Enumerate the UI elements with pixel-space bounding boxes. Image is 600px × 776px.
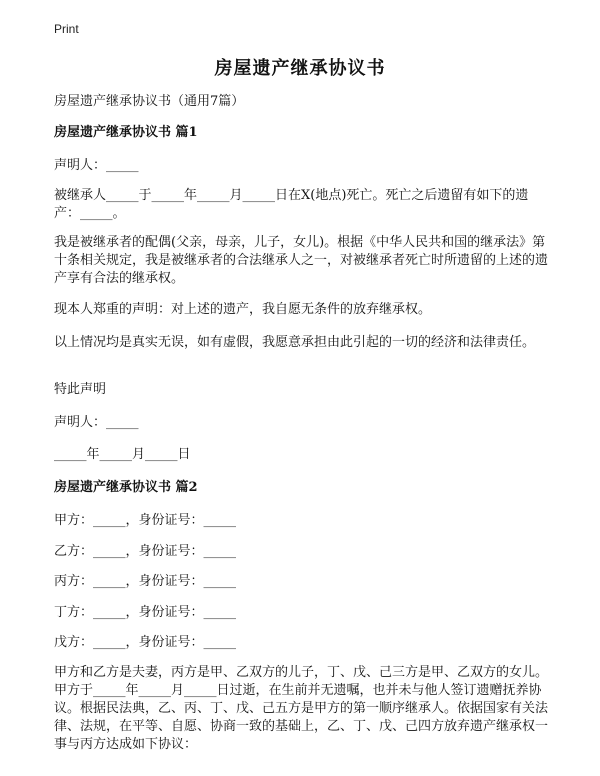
party-line-jia: 甲方：_____，身份证号：_____ bbox=[54, 513, 237, 528]
party-line-wu: 戊方：_____，身份证号：_____ bbox=[54, 635, 237, 650]
section1-closing: 特此声明 bbox=[54, 382, 107, 397]
section1-date: _____年_____月_____日 bbox=[54, 447, 191, 462]
section1-declarant: 声明人：_____ bbox=[54, 158, 139, 173]
party-line-bing: 丙方：_____，身份证号：_____ bbox=[54, 574, 237, 589]
section1-signature: 声明人：_____ bbox=[54, 415, 139, 430]
section1-statement: 现本人郑重的声明：对上述的遗产，我自愿无条件的放弃继承权。 bbox=[54, 302, 432, 317]
party-line-ding: 丁方：_____，身份证号：_____ bbox=[54, 605, 237, 620]
section1-relation: 我是被继承者的配偶(父亲，母亲，儿子，女儿)。根据《中华人民共和国的继承法》第十条相关规定，我是被继承者的合法继承人之一，对被继承者死亡时所遗留的上述的遗产享有合法的继承权。 bbox=[54, 235, 549, 286]
section2-body: 甲方和乙方是夫妻，丙方是甲、乙双方的儿子，丁、戊、己三方是甲、乙双方的女儿。甲方于_____年_____月_____日过逝，在生前并无遗嘱，也并未与他人签订遗赠抚养协议。根据民法典，乙、丙、丁、戊、己五方是甲方的第一顺序继承人。依据国家有关法律、法规，在平等、自愿、协商一致的基础上，乙、丁、戊、己四方放弃遗产继承权一事与丙方达成如下协议： bbox=[54, 665, 549, 752]
section1-truth: 以上情况均是真实无误，如有虚假，我愿意承担由此引起的一切的经济和法律责任。 bbox=[54, 335, 536, 350]
section1-heading: 房屋遗产继承协议书 篇1 bbox=[54, 125, 198, 140]
document-subtitle: 房屋遗产继承协议书（通用7篇） bbox=[54, 94, 245, 109]
party-line-yi: 乙方：_____，身份证号：_____ bbox=[54, 544, 237, 559]
page-title: 房屋遗产继承协议书 bbox=[214, 58, 386, 79]
section1-deceased: 被继承人_____于_____年_____月_____日在X(地点)死亡。死亡之后遗留有如下的遗产：_____。 bbox=[54, 188, 529, 221]
print-link[interactable]: Print bbox=[54, 22, 79, 36]
section2-heading: 房屋遗产继承协议书 篇2 bbox=[54, 480, 198, 495]
